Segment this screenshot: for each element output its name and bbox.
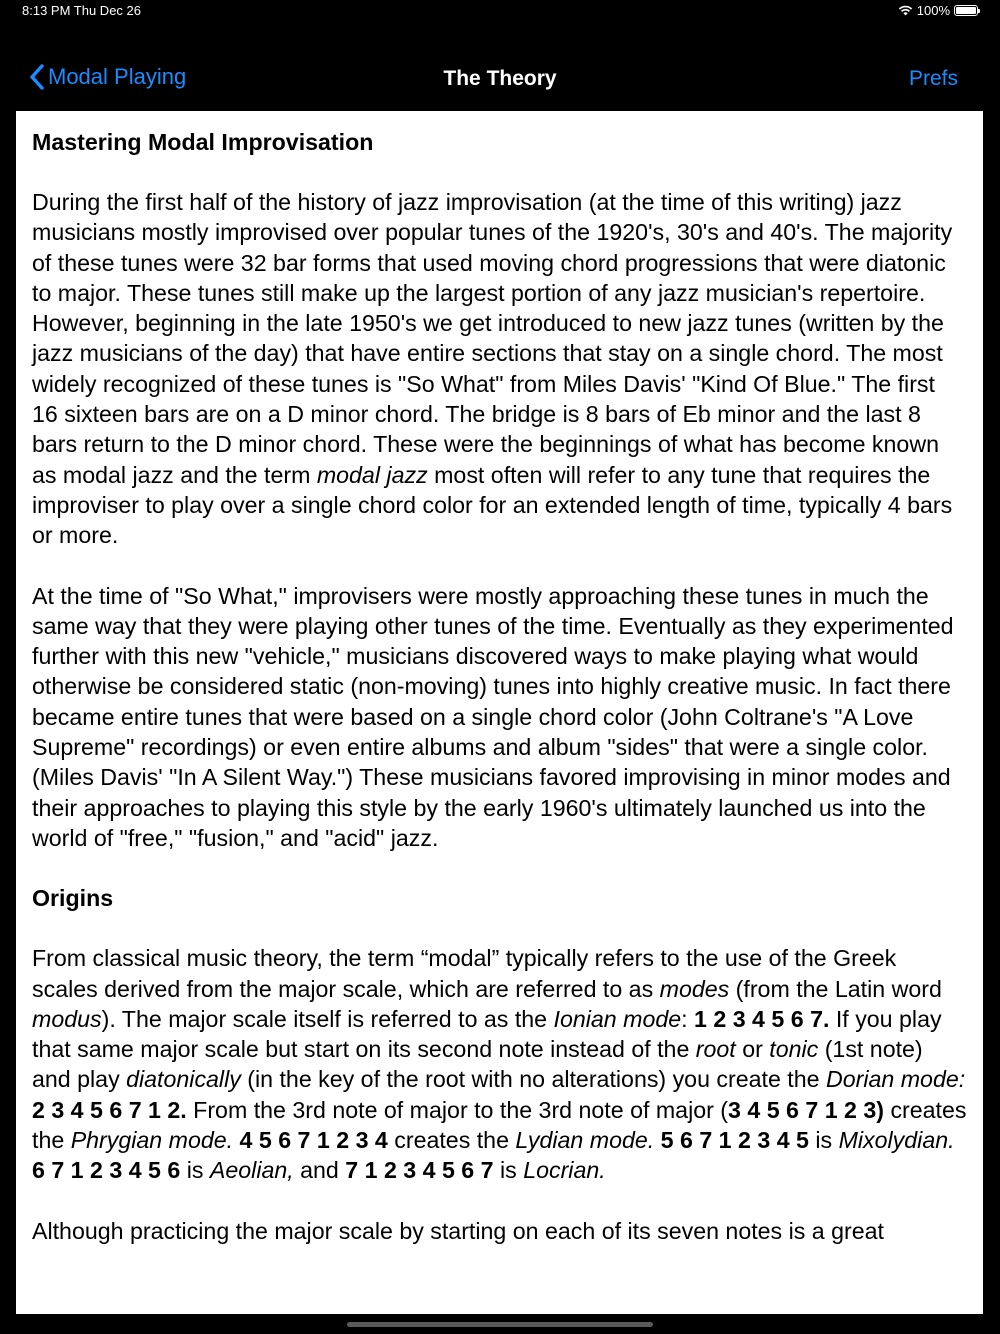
origins-text-segment: or [735,1036,770,1063]
origins-text-segment: From classical music theory, the term “modal” typically refers to the use of the Greek scales derived from the major scale, which are referred to as [32,945,897,1002]
origins-text-segment: modes [659,975,730,1002]
heading-mastering: Mastering Modal Improvisation [32,129,374,155]
origins-text-segment: and [293,1157,346,1184]
origins-text-segment: root [695,1036,736,1063]
battery-percent: 100% [916,3,950,18]
origins-text-segment: Dorian mode: [825,1066,966,1093]
origins-text-segment: From the 3rd note of major to the 3rd note of major ( [186,1096,729,1123]
origins-text-segment: creates the [387,1127,516,1154]
origins-text-segment: creates the [32,1096,967,1154]
origins-text-segment: (in the key of the root with no alterations) you create the [240,1066,826,1093]
origins-text-segment: Mixolydian. [838,1127,955,1154]
origins-text-segment: Phrygian mode. [70,1127,234,1154]
home-indicator[interactable] [347,1322,653,1327]
origins-text-segment: Ionian mode [553,1005,682,1032]
origins-text-segment: 5 6 7 1 2 3 4 5 [660,1127,809,1154]
origins-text-segment: : [681,1005,695,1032]
origins-text-segment: (from the Latin word [729,975,942,1002]
prefs-button[interactable]: Prefs [908,67,958,90]
origins-text-segment: Lydian mode. [515,1127,655,1154]
origins-text-segment: (1st note) and play [32,1036,923,1093]
paragraph-practice: Although practicing the major scale by starting on each of its seven notes is a great [32,1217,884,1244]
origins-text-segment: Aeolian, [209,1157,294,1184]
origins-text-segment: is [180,1157,210,1184]
status-time: 8:13 PM Thu Dec 26 [22,3,141,18]
origins-text-segment: tonic [769,1036,819,1063]
origins-text-segment: ). The major scale itself is referred to as the [101,1005,554,1032]
status-bar [0,0,1000,22]
article-content[interactable] [16,111,983,1314]
origins-text-segment: 6 7 1 2 3 4 5 6 [32,1157,181,1184]
paragraph-intro [32,187,967,551]
origins-text-segment: diatonically [126,1066,241,1093]
status-right [898,3,978,18]
page-title: The Theory [443,67,557,90]
origins-text-segment: 7 1 2 3 4 5 6 7 [345,1157,494,1184]
heading-origins: Origins [32,885,114,912]
origins-text-segment: is [808,1127,839,1154]
origins-text-segment: modus [32,1005,102,1032]
battery-icon [954,5,978,16]
battery-fill [956,7,976,14]
paragraph-intro-part1: During the first half of the history of jazz improvisation (at the time of this writing) jazz musicians mostly improvised over popular tunes of the 1920's, 30's and 40's. The majority of these tunes were 32 bar forms that used moving chord progressions that were diatonic to major. These tunes still make up the largest portion of any jazz musician's repertoire. However, beginning in the late 1950's we get introduced to new jazz tunes (written by the jazz musicians of the day) that have entire sections that stay on a single chord. The most widely recognized of these tunes is "So What" from Miles Davis' "Kind Of Blue." The first 16 sixteen bars are on a D minor chord. The bridge is 8 bars of Eb minor and the last 8 bars return to the D minor chord. These were the beginnings of what has become known as modal jazz and the term [32,189,953,488]
origins-text-segment: If you play that same major scale but start on its second note instead of the [32,1005,942,1063]
wifi-icon [898,5,913,16]
paragraph-so-what: At the time of "So What," improvisers were mostly approaching these tunes in much the same way that they were playing other tunes of the time. Eventually as they experimented further with this new "vehicle," musicians discovered ways to make playing what would otherwise be considered static (non-moving) tunes into highly creative music. In fact there became entire tunes that were based on a single chord color (John Coltrane's "A Love Supreme" recordings) or even entire albums and album "sides" that were a single color. (Miles Davis' "In A Silent Way.") These musicians favored improvising in minor modes and their approaches to playing this style by the early 1960's ultimately launched us into the world of "free," "fusion," and "acid" jazz. [32,582,954,851]
origins-text-segment: Locrian. [523,1157,606,1184]
back-button-label: Modal Playing [48,64,187,89]
paragraph-intro-part2: most often will refer to any tune that requires the improviser to play over a single chord color for an extended length of time, typically 4 bars or more. [32,461,953,549]
modal-jazz-term: modal jazz [316,461,428,488]
paragraph-origins [32,943,967,1185]
origins-text-segment: 2 3 4 5 6 7 1 2. [32,1096,187,1123]
origins-text-segment: 1 2 3 4 5 6 7. [694,1005,830,1032]
origins-text-segment: 4 5 6 7 1 2 3 4 [239,1127,388,1154]
navigation-bar [0,50,1000,110]
origins-text-segment: 3 4 5 6 7 1 2 3) [728,1096,884,1123]
origins-text-segment: is [493,1157,524,1184]
